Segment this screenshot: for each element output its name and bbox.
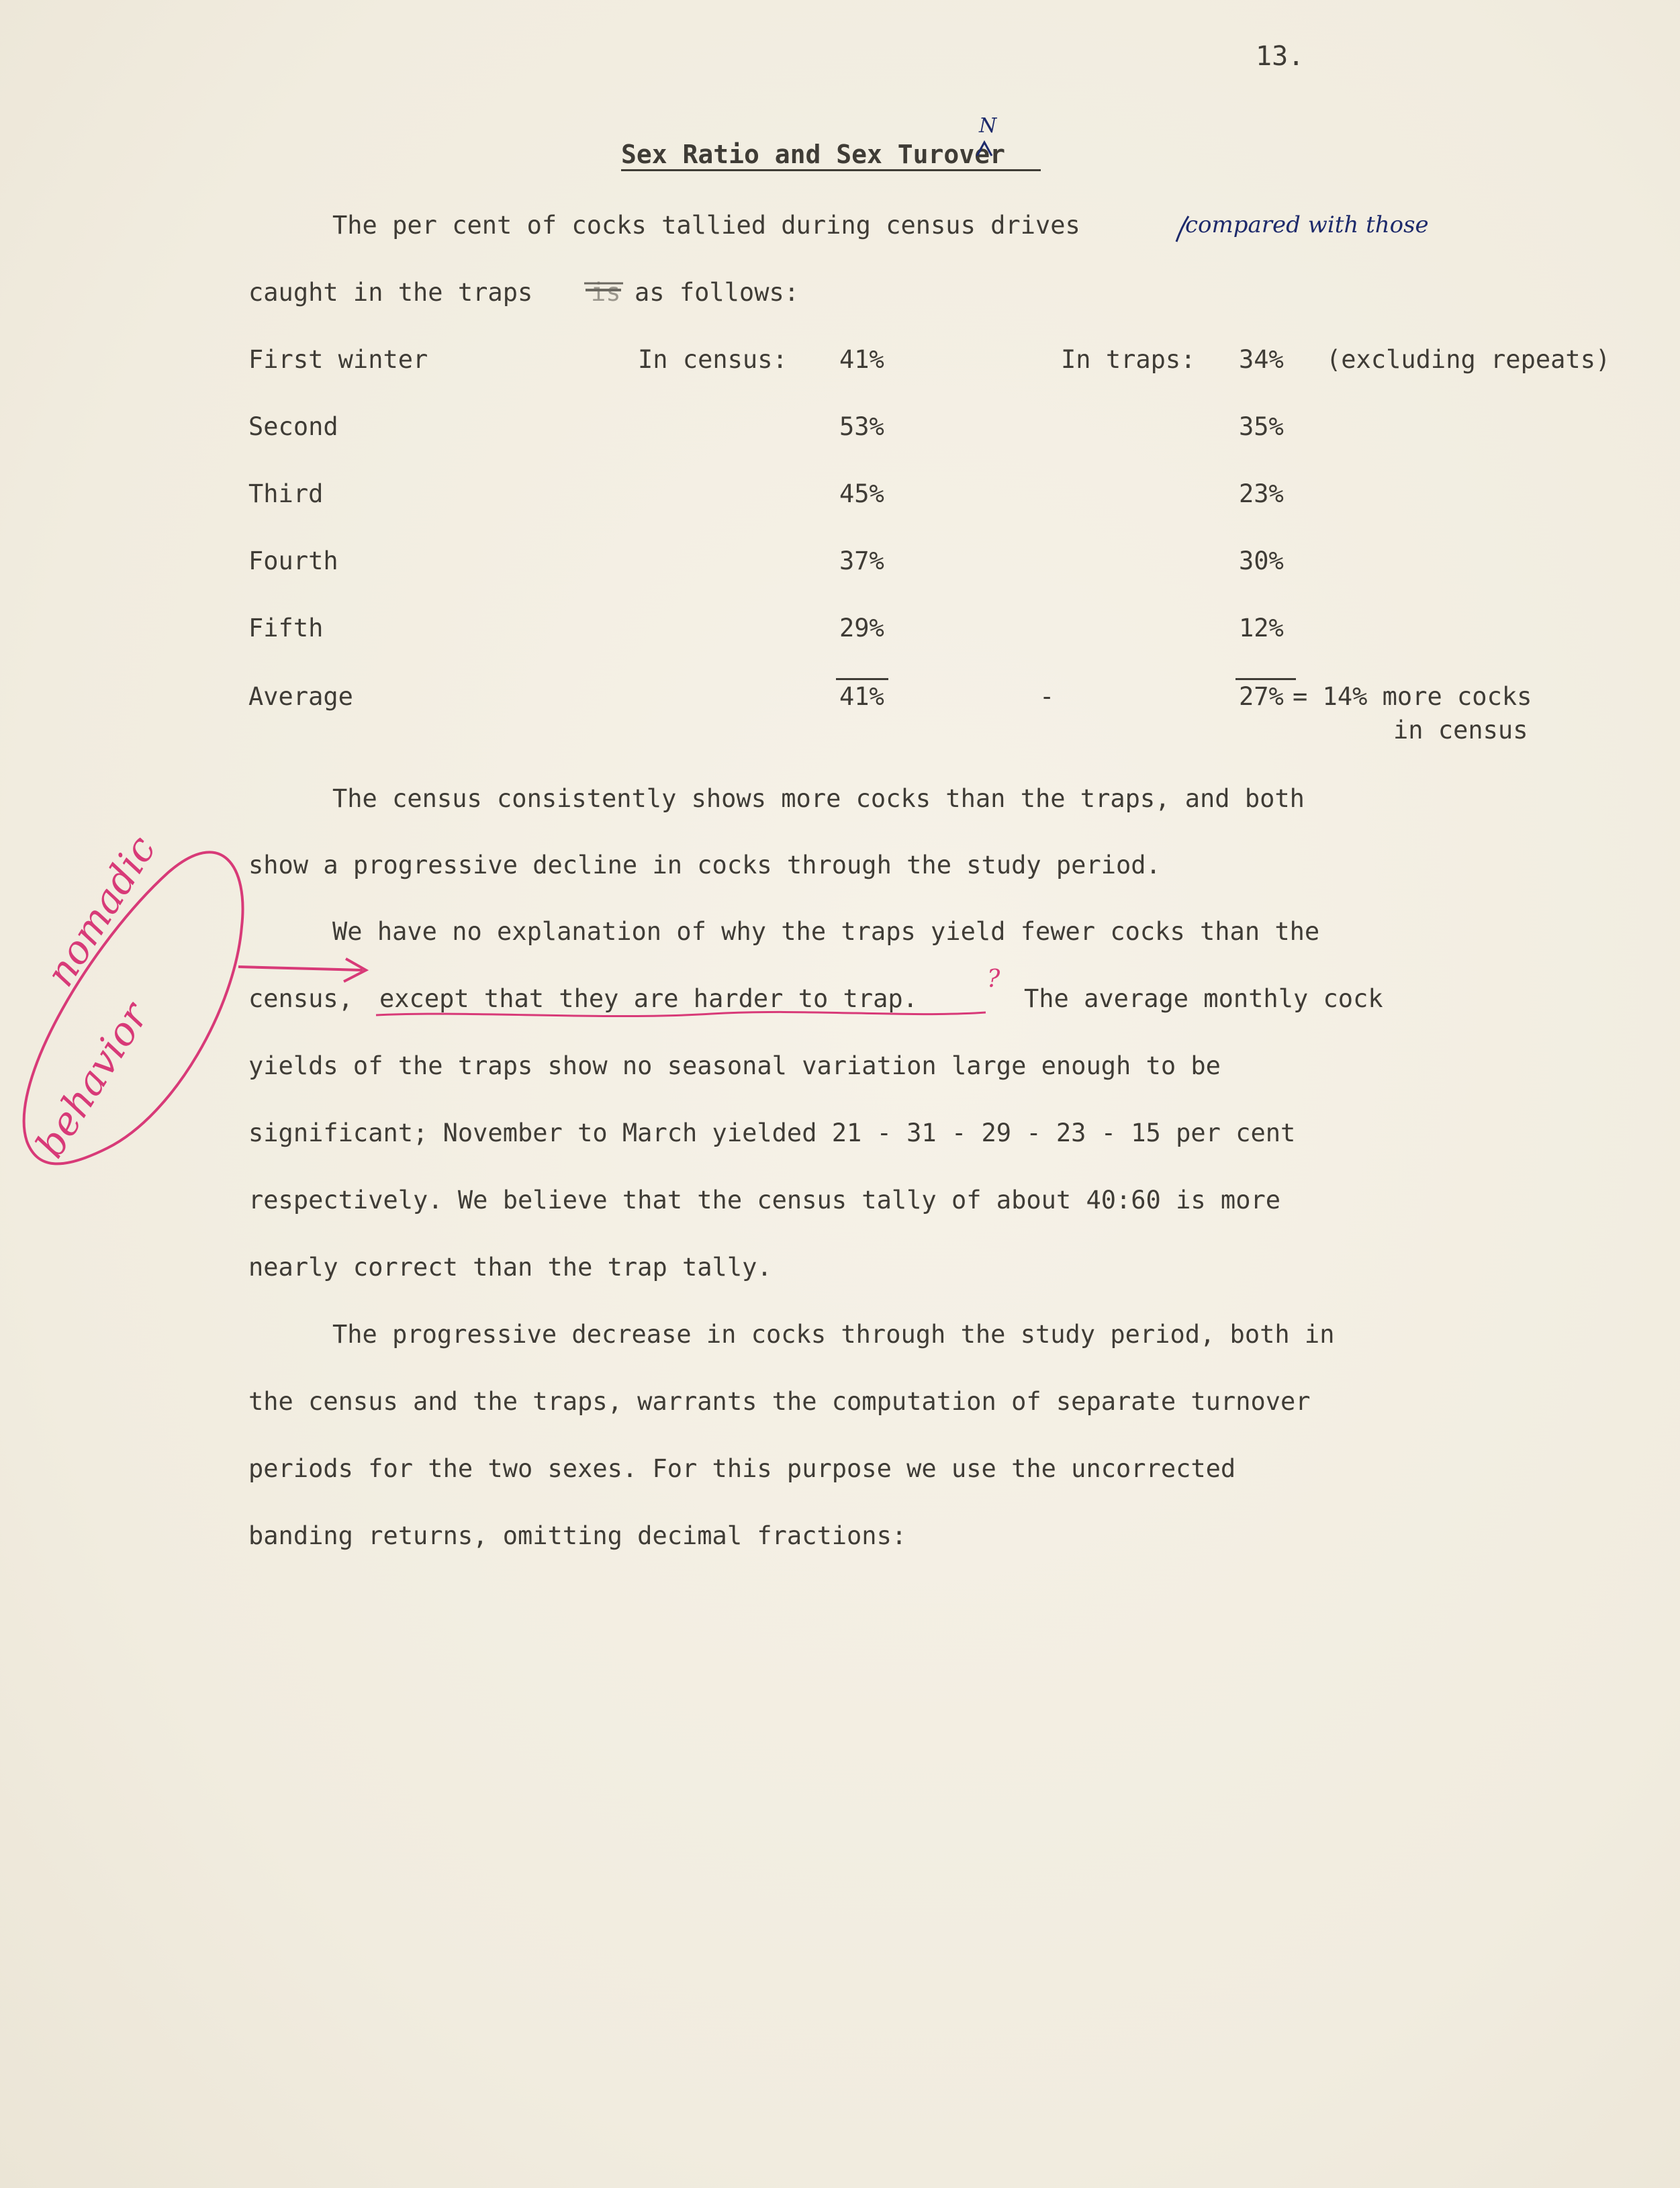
census-value: 41% xyxy=(839,345,884,374)
paragraph-3-line-3: periods for the two sexes. For this purpose we use the uncorrected xyxy=(248,1454,1236,1483)
census-value: 29% xyxy=(839,614,884,643)
title-underline xyxy=(621,169,1041,171)
traps-average-overline xyxy=(1235,678,1296,680)
row-label: Second xyxy=(248,412,338,441)
intro-line-2a: caught in the traps xyxy=(248,278,533,307)
paragraph-2-line-2b: The average monthly cock xyxy=(1024,984,1383,1013)
census-value: 53% xyxy=(839,412,884,441)
average-dash: - xyxy=(1039,682,1055,711)
row-label: Fifth xyxy=(248,614,324,643)
paragraph-3-line-4: banding returns, omitting decimal fractions: xyxy=(248,1521,907,1550)
row-label: Fourth xyxy=(248,546,338,575)
page-number: 13. xyxy=(1256,41,1305,72)
traps-value: 30% xyxy=(1239,546,1284,575)
row-label: First winter xyxy=(248,345,428,374)
traps-value: 12% xyxy=(1239,614,1284,643)
intro-insert-annotation: compared with those xyxy=(1185,211,1429,238)
average-census-value: 41% xyxy=(839,682,884,711)
intro-struck-word: is xyxy=(591,278,621,307)
title-insert-annotation: N xyxy=(979,114,997,138)
traps-label: In traps: xyxy=(1061,345,1196,374)
paragraph-2-line-5: respectively. We believe that the census tally of about 40:60 is more xyxy=(248,1186,1281,1215)
intro-line-2b: as follows: xyxy=(635,278,800,307)
query-mark: ? xyxy=(987,965,1000,993)
traps-note: (excluding repeats) xyxy=(1326,345,1611,374)
average-note-line-1: = 14% more cocks xyxy=(1293,682,1532,711)
paragraph-2-line-4: significant; November to March yielded 21 - 31 - 29 - 23 - 15 per cent xyxy=(248,1119,1296,1147)
average-traps-value: 27% xyxy=(1239,682,1284,711)
paragraph-1-line-1: The census consistently shows more cocks than the traps, and both xyxy=(332,784,1305,813)
margin-note-line-1: nomadic xyxy=(37,827,165,995)
paragraph-2-line-1: We have no explanation of why the traps yield fewer cocks than the xyxy=(332,917,1320,946)
paragraph-3-line-2: the census and the traps, warrants the computation of separate turnover xyxy=(248,1387,1311,1416)
census-value: 37% xyxy=(839,546,884,575)
paragraph-3-line-1: The progressive decrease in cocks through the study period, both in xyxy=(332,1320,1335,1349)
census-value: 45% xyxy=(839,479,884,508)
census-average-overline xyxy=(836,678,888,680)
census-label: In census: xyxy=(638,345,788,374)
intro-line-1: The per cent of cocks tallied during census drives xyxy=(332,211,1080,240)
margin-note-line-2: behavior xyxy=(27,994,158,1166)
paragraph-2-line-3: yields of the traps show no seasonal variation large enough to be xyxy=(248,1051,1221,1080)
average-note-line-2: in census xyxy=(1393,716,1528,745)
traps-value: 34% xyxy=(1239,345,1284,374)
paragraph-2-line-2a: census, xyxy=(248,984,353,1013)
paragraph-2-underlined-phrase: except that they are harder to trap. xyxy=(379,984,918,1013)
row-label: Third xyxy=(248,479,324,508)
page-title: Sex Ratio and Sex Turover xyxy=(621,140,1005,169)
traps-value: 35% xyxy=(1239,412,1284,441)
traps-value: 23% xyxy=(1239,479,1284,508)
paragraph-1-line-2: show a progressive decline in cocks through the study period. xyxy=(248,851,1161,879)
average-label: Average xyxy=(248,682,353,711)
paragraph-2-line-6: nearly correct than the trap tally. xyxy=(248,1253,772,1282)
